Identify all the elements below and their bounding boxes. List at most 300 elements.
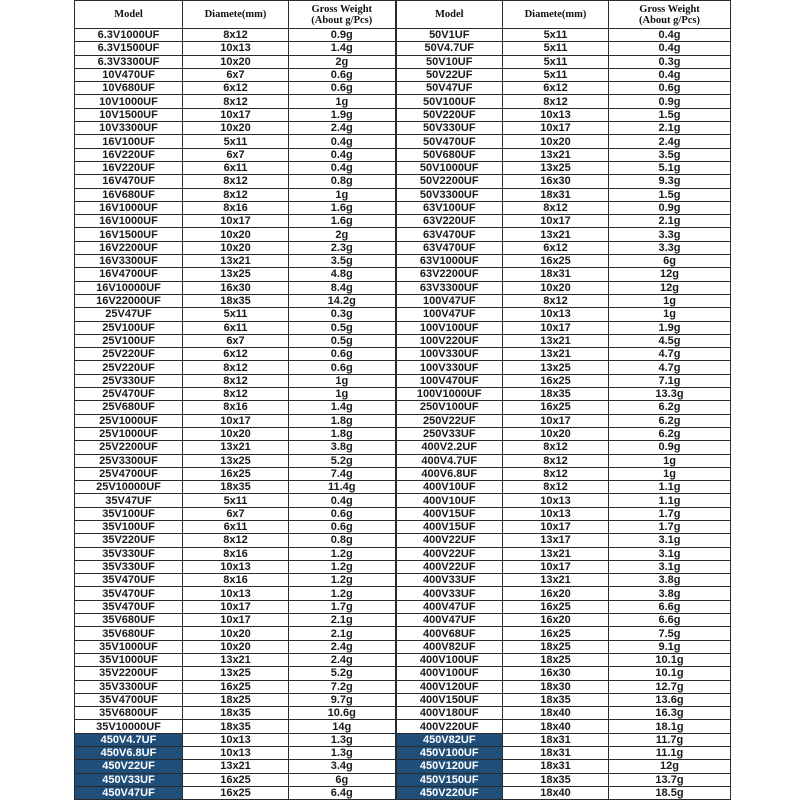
cell-weight-left: 7.4g: [289, 467, 396, 480]
table-row: [75, 441, 731, 454]
cell-model-left: 25V100UF: [75, 321, 183, 334]
table-row: [75, 148, 731, 161]
table-row: [75, 161, 731, 174]
cell-model-right: 100V47UF: [396, 308, 503, 321]
cell-diameter-left: 13x21: [183, 760, 289, 773]
cell-weight-right: 12g: [609, 281, 731, 294]
cell-weight-right: 1.7g: [609, 507, 731, 520]
cell-model-left: 35V220UF: [75, 534, 183, 547]
cell-weight-left: 0.4g: [289, 135, 396, 148]
header-model-right: Model: [396, 1, 503, 29]
cell-model-right: 400V47UF: [396, 614, 503, 627]
table-row: [75, 747, 731, 760]
cell-model-left: 16V470UF: [75, 175, 183, 188]
cell-model-right: 450V100UF: [396, 747, 503, 760]
cell-diameter-right: 13x21: [503, 228, 609, 241]
cell-weight-right: 6.6g: [609, 600, 731, 613]
cell-model-left: 25V470UF: [75, 388, 183, 401]
cell-diameter-right: 10x20: [503, 281, 609, 294]
cell-weight-left: 2.4g: [289, 653, 396, 666]
cell-diameter-left: 8x12: [183, 175, 289, 188]
table-row: [75, 587, 731, 600]
cell-weight-left: 1g: [289, 388, 396, 401]
cell-model-left: 35V470UF: [75, 587, 183, 600]
cell-diameter-right: 10x13: [503, 308, 609, 321]
cell-weight-left: 1.3g: [289, 733, 396, 746]
table-row: [75, 68, 731, 81]
table-row: [75, 427, 731, 440]
cell-diameter-right: 13x21: [503, 148, 609, 161]
cell-weight-right: 0.6g: [609, 82, 731, 95]
cell-diameter-left: 13x21: [183, 255, 289, 268]
cell-weight-left: 1.6g: [289, 215, 396, 228]
cell-model-left: 16V2200UF: [75, 241, 183, 254]
cell-diameter-right: 13x17: [503, 534, 609, 547]
cell-diameter-left: 18x35: [183, 294, 289, 307]
cell-diameter-right: 10x13: [503, 507, 609, 520]
cell-diameter-right: 18x40: [503, 707, 609, 720]
cell-model-left: 35V3300UF: [75, 680, 183, 693]
cell-weight-right: 11.7g: [609, 733, 731, 746]
cell-weight-left: 0.6g: [289, 68, 396, 81]
cell-model-left: 25V10000UF: [75, 481, 183, 494]
cell-diameter-left: 6x7: [183, 68, 289, 81]
cell-weight-left: 0.8g: [289, 175, 396, 188]
cell-diameter-left: 6x11: [183, 321, 289, 334]
cell-weight-left: 0.4g: [289, 148, 396, 161]
cell-model-right: 63V220UF: [396, 215, 503, 228]
cell-model-right: 400V150UF: [396, 693, 503, 706]
cell-diameter-right: 10x13: [503, 494, 609, 507]
cell-model-right: 400V2.2UF: [396, 441, 503, 454]
cell-weight-right: 4.5g: [609, 334, 731, 347]
cell-diameter-left: 13x25: [183, 268, 289, 281]
table-row: [75, 241, 731, 254]
table-row: [75, 55, 731, 68]
cell-model-right: 50V470UF: [396, 135, 503, 148]
table-row: [75, 108, 731, 121]
cell-diameter-left: 8x16: [183, 547, 289, 560]
cell-diameter-right: 16x25: [503, 401, 609, 414]
cell-diameter-left: 18x35: [183, 707, 289, 720]
table-row: [75, 614, 731, 627]
cell-diameter-right: 16x25: [503, 627, 609, 640]
cell-diameter-left: 6x7: [183, 148, 289, 161]
cell-weight-left: 14g: [289, 720, 396, 733]
cell-diameter-left: 8x12: [183, 388, 289, 401]
cell-diameter-right: 16x20: [503, 614, 609, 627]
cell-weight-left: 0.3g: [289, 308, 396, 321]
table-row: [75, 201, 731, 214]
cell-weight-right: 2.1g: [609, 215, 731, 228]
table-row: [75, 773, 731, 786]
table-row: [75, 693, 731, 706]
table-row: [75, 534, 731, 547]
cell-model-left: 35V470UF: [75, 600, 183, 613]
cell-weight-right: 4.7g: [609, 361, 731, 374]
cell-weight-right: 10.1g: [609, 667, 731, 680]
cell-model-right: 50V47UF: [396, 82, 503, 95]
cell-model-right: 250V100UF: [396, 401, 503, 414]
cell-model-right: 400V10UF: [396, 494, 503, 507]
table-row: [75, 268, 731, 281]
cell-weight-right: 16.3g: [609, 707, 731, 720]
cell-weight-left: 1.2g: [289, 587, 396, 600]
cell-weight-left: 2.4g: [289, 122, 396, 135]
cell-diameter-right: 13x21: [503, 348, 609, 361]
cell-diameter-right: 18x31: [503, 733, 609, 746]
cell-weight-right: 1.1g: [609, 494, 731, 507]
cell-weight-right: 0.9g: [609, 201, 731, 214]
cell-model-left: 16V22000UF: [75, 294, 183, 307]
cell-model-left: 35V4700UF: [75, 693, 183, 706]
cell-diameter-right: 8x12: [503, 294, 609, 307]
cell-model-left: 35V1000UF: [75, 653, 183, 666]
cell-diameter-left: 13x21: [183, 653, 289, 666]
cell-model-right: 400V22UF: [396, 547, 503, 560]
capacitor-spec-table-container: [74, 0, 730, 800]
cell-weight-right: 6.6g: [609, 614, 731, 627]
cell-weight-left: 1.7g: [289, 600, 396, 613]
cell-diameter-left: 10x20: [183, 122, 289, 135]
cell-weight-left: 1g: [289, 374, 396, 387]
cell-model-left: 35V470UF: [75, 574, 183, 587]
table-row: [75, 507, 731, 520]
table-row: [75, 281, 731, 294]
cell-model-left: 35V1000UF: [75, 640, 183, 653]
cell-weight-left: 0.6g: [289, 520, 396, 533]
cell-diameter-left: 10x17: [183, 215, 289, 228]
cell-model-right: 450V82UF: [396, 733, 503, 746]
cell-weight-right: 18.1g: [609, 720, 731, 733]
cell-weight-left: 0.4g: [289, 494, 396, 507]
cell-diameter-left: 10x13: [183, 587, 289, 600]
cell-diameter-right: 6x12: [503, 241, 609, 254]
table-row: [75, 454, 731, 467]
cell-diameter-left: 10x13: [183, 733, 289, 746]
cell-model-right: 400V15UF: [396, 520, 503, 533]
cell-diameter-right: 16x25: [503, 374, 609, 387]
cell-diameter-right: 10x17: [503, 520, 609, 533]
cell-weight-right: 9.1g: [609, 640, 731, 653]
cell-model-left: 16V1500UF: [75, 228, 183, 241]
cell-weight-left: 3.8g: [289, 441, 396, 454]
cell-diameter-left: 6x7: [183, 507, 289, 520]
table-row: [75, 255, 731, 268]
header-weight-line1: Gross Weight: [639, 3, 700, 15]
cell-diameter-left: 8x12: [183, 29, 289, 42]
table-row: [75, 547, 731, 560]
cell-diameter-left: 10x20: [183, 241, 289, 254]
cell-weight-right: 0.3g: [609, 55, 731, 68]
cell-diameter-right: 8x12: [503, 201, 609, 214]
cell-diameter-right: 18x25: [503, 640, 609, 653]
cell-model-right: 50V1UF: [396, 29, 503, 42]
cell-diameter-right: 18x40: [503, 786, 609, 799]
cell-model-right: 400V100UF: [396, 653, 503, 666]
table-row: [75, 760, 731, 773]
cell-weight-left: 4.8g: [289, 268, 396, 281]
cell-diameter-right: 5x11: [503, 42, 609, 55]
cell-diameter-left: 16x25: [183, 680, 289, 693]
cell-model-left: 25V1000UF: [75, 414, 183, 427]
cell-diameter-left: 6x12: [183, 82, 289, 95]
cell-diameter-right: 18x35: [503, 773, 609, 786]
cell-weight-left: 0.8g: [289, 534, 396, 547]
cell-model-right: 50V2200UF: [396, 175, 503, 188]
cell-model-left: 10V3300UF: [75, 122, 183, 135]
cell-weight-left: 0.9g: [289, 29, 396, 42]
cell-weight-right: 0.4g: [609, 68, 731, 81]
cell-model-right: 63V100UF: [396, 201, 503, 214]
cell-diameter-left: 10x17: [183, 614, 289, 627]
cell-diameter-left: 10x20: [183, 55, 289, 68]
cell-weight-left: 8.4g: [289, 281, 396, 294]
cell-weight-left: 0.5g: [289, 334, 396, 347]
cell-diameter-left: 16x30: [183, 281, 289, 294]
cell-model-right: 450V120UF: [396, 760, 503, 773]
cell-model-right: 63V470UF: [396, 241, 503, 254]
cell-weight-right: 13.7g: [609, 773, 731, 786]
cell-weight-left: 1.8g: [289, 427, 396, 440]
cell-diameter-right: 13x21: [503, 574, 609, 587]
cell-model-right: 400V68UF: [396, 627, 503, 640]
cell-model-left: 16V1000UF: [75, 201, 183, 214]
table-row: [75, 786, 731, 799]
table-row: [75, 494, 731, 507]
cell-weight-left: 2.1g: [289, 614, 396, 627]
cell-model-right: 400V120UF: [396, 680, 503, 693]
cell-model-right: 50V22UF: [396, 68, 503, 81]
cell-diameter-right: 18x31: [503, 188, 609, 201]
table-row: [75, 228, 731, 241]
table-row: [75, 135, 731, 148]
cell-weight-left: 7.2g: [289, 680, 396, 693]
cell-weight-left: 2.3g: [289, 241, 396, 254]
cell-weight-right: 3.3g: [609, 241, 731, 254]
table-row: [75, 680, 731, 693]
cell-diameter-right: 13x21: [503, 334, 609, 347]
cell-diameter-right: 16x20: [503, 587, 609, 600]
cell-model-left: 10V1500UF: [75, 108, 183, 121]
cell-weight-left: 0.4g: [289, 161, 396, 174]
cell-weight-left: 2.4g: [289, 640, 396, 653]
cell-model-left: 450V22UF: [75, 760, 183, 773]
table-row: [75, 215, 731, 228]
cell-model-left: 35V330UF: [75, 547, 183, 560]
cell-weight-right: 0.9g: [609, 95, 731, 108]
cell-weight-left: 1g: [289, 188, 396, 201]
cell-diameter-right: 5x11: [503, 55, 609, 68]
table-row: [75, 122, 731, 135]
cell-model-left: 10V470UF: [75, 68, 183, 81]
cell-weight-left: 2.1g: [289, 627, 396, 640]
cell-diameter-right: 18x25: [503, 653, 609, 666]
cell-weight-right: 9.3g: [609, 175, 731, 188]
cell-model-left: 450V47UF: [75, 786, 183, 799]
cell-model-right: 50V100UF: [396, 95, 503, 108]
cell-weight-right: 2.4g: [609, 135, 731, 148]
table-row: [75, 334, 731, 347]
cell-model-right: 100V1000UF: [396, 388, 503, 401]
cell-model-right: 400V180UF: [396, 707, 503, 720]
cell-weight-right: 1.7g: [609, 520, 731, 533]
cell-weight-left: 6.4g: [289, 786, 396, 799]
cell-weight-right: 1g: [609, 454, 731, 467]
cell-model-right: 63V1000UF: [396, 255, 503, 268]
table-row: [75, 388, 731, 401]
cell-model-left: 35V10000UF: [75, 720, 183, 733]
cell-model-left: 35V47UF: [75, 494, 183, 507]
cell-weight-right: 3.5g: [609, 148, 731, 161]
cell-weight-right: 0.4g: [609, 29, 731, 42]
cell-model-left: 25V1000UF: [75, 427, 183, 440]
cell-model-right: 400V15UF: [396, 507, 503, 520]
cell-model-right: 50V1000UF: [396, 161, 503, 174]
cell-model-right: 250V33UF: [396, 427, 503, 440]
cell-weight-right: 4.7g: [609, 348, 731, 361]
cell-model-right: 50V4.7UF: [396, 42, 503, 55]
cell-diameter-right: 18x31: [503, 747, 609, 760]
header-diameter-right: Diamete(mm): [503, 1, 609, 29]
cell-weight-left: 1.2g: [289, 574, 396, 587]
cell-model-left: 35V6800UF: [75, 707, 183, 720]
cell-model-right: 50V330UF: [396, 122, 503, 135]
cell-model-right: 63V3300UF: [396, 281, 503, 294]
cell-diameter-left: 8x16: [183, 574, 289, 587]
cell-model-right: 100V330UF: [396, 348, 503, 361]
cell-model-left: 10V1000UF: [75, 95, 183, 108]
cell-weight-right: 1.5g: [609, 188, 731, 201]
cell-model-right: 50V10UF: [396, 55, 503, 68]
cell-diameter-left: 6x12: [183, 348, 289, 361]
cell-diameter-right: 5x11: [503, 29, 609, 42]
cell-diameter-right: 10x17: [503, 414, 609, 427]
header-diameter-left: Diamete(mm): [183, 1, 289, 29]
cell-model-right: 400V22UF: [396, 560, 503, 573]
cell-weight-right: 7.1g: [609, 374, 731, 387]
cell-model-left: 6.3V1000UF: [75, 29, 183, 42]
cell-diameter-right: 8x12: [503, 454, 609, 467]
table-row: [75, 467, 731, 480]
cell-weight-right: 3.8g: [609, 574, 731, 587]
table-row: [75, 374, 731, 387]
table-row: [75, 640, 731, 653]
table-row: [75, 308, 731, 321]
cell-model-right: 400V100UF: [396, 667, 503, 680]
table-row: [75, 520, 731, 533]
cell-diameter-right: 16x30: [503, 175, 609, 188]
cell-weight-left: 1.9g: [289, 108, 396, 121]
cell-model-left: 25V3300UF: [75, 454, 183, 467]
cell-weight-left: 1.4g: [289, 401, 396, 414]
cell-diameter-right: 6x12: [503, 82, 609, 95]
header-weight-left: [289, 1, 396, 29]
cell-diameter-left: 10x13: [183, 747, 289, 760]
cell-weight-left: 1.6g: [289, 201, 396, 214]
table-row: [75, 627, 731, 640]
cell-model-left: 450V4.7UF: [75, 733, 183, 746]
cell-model-right: 63V2200UF: [396, 268, 503, 281]
cell-diameter-left: 6x11: [183, 520, 289, 533]
table-row: [75, 720, 731, 733]
cell-model-right: 400V33UF: [396, 574, 503, 587]
cell-model-right: 100V47UF: [396, 294, 503, 307]
table-row: [75, 42, 731, 55]
cell-diameter-left: 13x21: [183, 441, 289, 454]
cell-model-right: 250V22UF: [396, 414, 503, 427]
table-row: [75, 95, 731, 108]
cell-model-right: 50V220UF: [396, 108, 503, 121]
cell-model-left: 25V2200UF: [75, 441, 183, 454]
cell-diameter-left: 8x12: [183, 374, 289, 387]
cell-diameter-left: 16x25: [183, 786, 289, 799]
cell-weight-left: 2g: [289, 228, 396, 241]
cell-model-right: 400V220UF: [396, 720, 503, 733]
table-row: [75, 294, 731, 307]
cell-model-left: 16V680UF: [75, 188, 183, 201]
cell-diameter-right: 8x12: [503, 441, 609, 454]
cell-diameter-right: 10x17: [503, 321, 609, 334]
cell-model-left: 6.3V1500UF: [75, 42, 183, 55]
table-row: [75, 481, 731, 494]
table-row: [75, 560, 731, 573]
cell-model-left: 16V3300UF: [75, 255, 183, 268]
cell-diameter-right: 18x40: [503, 720, 609, 733]
cell-model-left: 16V220UF: [75, 161, 183, 174]
cell-diameter-right: 10x20: [503, 427, 609, 440]
cell-weight-right: 3.8g: [609, 587, 731, 600]
cell-weight-left: 0.6g: [289, 507, 396, 520]
table-row: [75, 667, 731, 680]
cell-diameter-left: 16x25: [183, 773, 289, 786]
cell-weight-right: 1g: [609, 294, 731, 307]
table-row: [75, 653, 731, 666]
cell-diameter-right: 18x31: [503, 760, 609, 773]
cell-weight-right: 13.3g: [609, 388, 731, 401]
cell-diameter-right: 18x35: [503, 693, 609, 706]
table-row: [75, 600, 731, 613]
cell-weight-left: 1.3g: [289, 747, 396, 760]
cell-model-left: 16V220UF: [75, 148, 183, 161]
cell-diameter-left: 5x11: [183, 135, 289, 148]
header-row: [75, 1, 731, 29]
cell-diameter-left: 10x13: [183, 42, 289, 55]
cell-model-right: 100V330UF: [396, 361, 503, 374]
table-row: [75, 707, 731, 720]
cell-model-left: 25V680UF: [75, 401, 183, 414]
cell-weight-right: 18.5g: [609, 786, 731, 799]
cell-weight-left: 6g: [289, 773, 396, 786]
cell-diameter-right: 8x12: [503, 481, 609, 494]
cell-weight-right: 12g: [609, 268, 731, 281]
cell-model-left: 25V330UF: [75, 374, 183, 387]
table-row: [75, 188, 731, 201]
cell-weight-left: 1.4g: [289, 42, 396, 55]
cell-model-right: 400V22UF: [396, 534, 503, 547]
cell-model-left: 35V100UF: [75, 520, 183, 533]
cell-weight-right: 0.4g: [609, 42, 731, 55]
cell-weight-left: 5.2g: [289, 454, 396, 467]
cell-model-left: 16V100UF: [75, 135, 183, 148]
cell-model-left: 16V1000UF: [75, 215, 183, 228]
table-row: [75, 82, 731, 95]
cell-diameter-left: 8x12: [183, 361, 289, 374]
cell-diameter-right: 8x12: [503, 467, 609, 480]
cell-weight-left: 1.2g: [289, 560, 396, 573]
table-row: [75, 401, 731, 414]
cell-diameter-left: 8x16: [183, 201, 289, 214]
